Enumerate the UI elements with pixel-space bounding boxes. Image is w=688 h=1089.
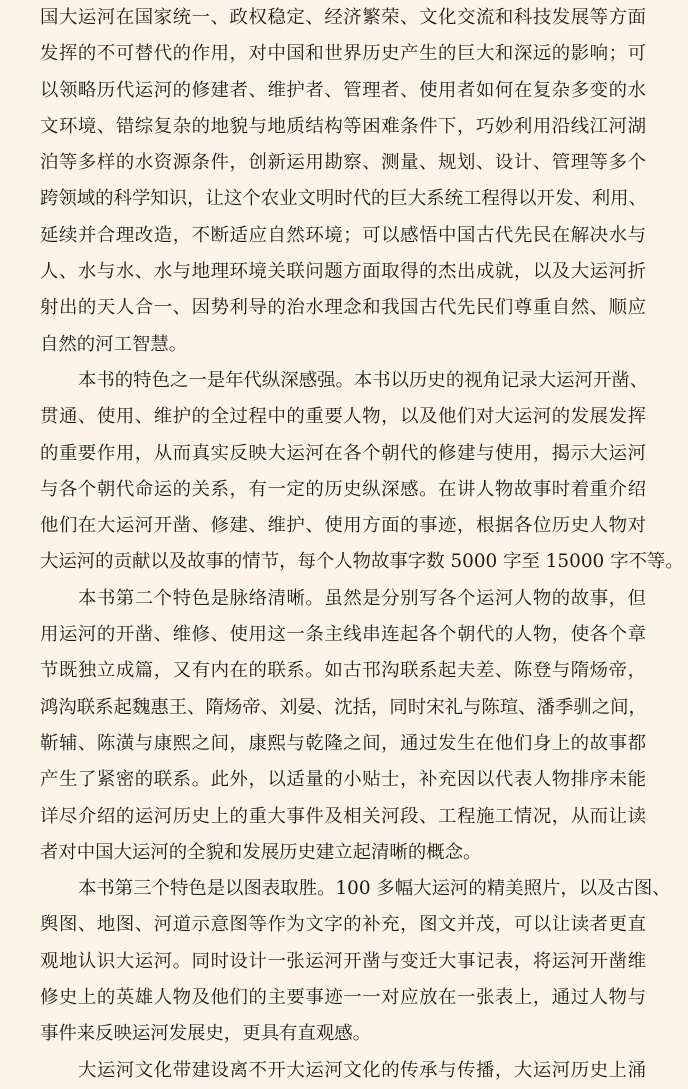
text-line: 国大运河在国家统一、政权稳定、经济繁荣、文化交流和科技发展等方面 [40,7,646,28]
text-line: 跨领域的科学知识，让这个农业文明时代的巨大系统工程得以开发、利用、 [40,188,647,210]
paragraph [40,581,646,871]
text-line: 本书第二个特色是脉络清晰。虽然是分别写各个运河人物的故事，但 [78,587,646,609]
text-line: 修史上的英雄人物及他们的主要事迹一一对应放在一张表上，通过人物与 [40,987,646,1009]
text-line: 人、水与水、水与地理环境关联问题方面取得的杰出成就，以及大运河折 [40,261,646,283]
text-line: 靳辅、陈潢与康熙之间，康熙与乾隆之间，通过发生在他们身上的故事都 [40,732,646,754]
text-line: 详尽介绍的运河历史上的重大事件及相关河段、工程施工情况，从而让读 [40,805,646,827]
text-line: 大运河的贡献以及故事的情节，每个人物故事字数 5000 字至 15000 字不等。 [40,551,684,573]
text-line: 以领略历代运河的修建者、维护者、管理者、使用者如何在复杂多变的水 [40,79,646,101]
text-line: 事件来反映运河发展史，更具有直观感。 [40,1023,372,1045]
text-line: 节既独立成篇，又有内在的联系。如古邗沟联系起夫差、陈登与隋炀帝， [40,660,646,682]
text-line: 本书第三个特色是以图表取胜。100 多幅大运河的精美照片，以及古图、 [78,878,671,900]
text-line: 射出的天人合一、因势利导的治水理念和我国古代先民们尊重自然、顺应 [40,297,646,319]
text-line: 本书的特色之一是年代纵深感强。本书以历史的视角记录大运河开凿、 [78,369,649,391]
text-line: 者对中国大运河的全貌和发展历史建立起清晰的概念。 [40,841,482,863]
text-line: 自然的河工智慧。 [40,333,188,355]
paragraph [40,1053,646,1089]
text-line: 与各个朝代命运的关系，有一定的历史纵深感。在讲人物故事时着重介绍 [40,478,646,500]
text-line: 大运河文化带建设离不开大运河文化的传承与传播，大运河历史上涌 [78,1059,646,1081]
paragraph [40,0,646,363]
text-line: 用运河的开凿、维修、使用这一条主线串连起各个朝代的人物，使各个章 [40,624,646,646]
text-line: 延续并合理改造，不断适应自然环境；可以感悟中国古代先民在解决水与 [40,224,646,246]
text-line: 舆图、地图、河道示意图等作为文字的补充，图文并茂，可以让读者更直 [40,914,646,936]
text-line: 泊等多样的水资源条件，创新运用勘察、测量、规划、设计、管理等多个 [40,152,646,174]
book-page-text [40,0,684,1089]
text-line: 的重要作用，从而真实反映大运河在各个朝代的修建与使用，揭示大运河 [40,442,646,464]
text-line: 发挥的不可替代的作用，对中国和世界历史产生的巨大和深远的影响；可 [40,43,646,65]
paragraph [40,871,671,1052]
text-line: 贯通、使用、维护的全过程中的重要人物，以及他们对大运河的发展发挥 [40,406,646,428]
text-line: 他们在大运河开凿、修建、维护、使用方面的事迹，根据各位历史人物对 [40,515,646,537]
text-line: 产生了紧密的联系。此外，以适量的小贴士，补充因以代表人物排序未能 [40,769,646,791]
text-line: 鸿沟联系起魏惠王、隋炀帝、刘晏、沈括，同时宋礼与陈瑄、潘季驯之间， [40,696,647,718]
paragraph [40,363,684,581]
text-line: 文环境、错综复杂的地貌与地质结构等困难条件下，巧妙利用沿线江河湖 [40,115,646,137]
text-line: 观地认识大运河。同时设计一张运河开凿与变迁大事记表，将运河开凿维 [40,950,646,972]
